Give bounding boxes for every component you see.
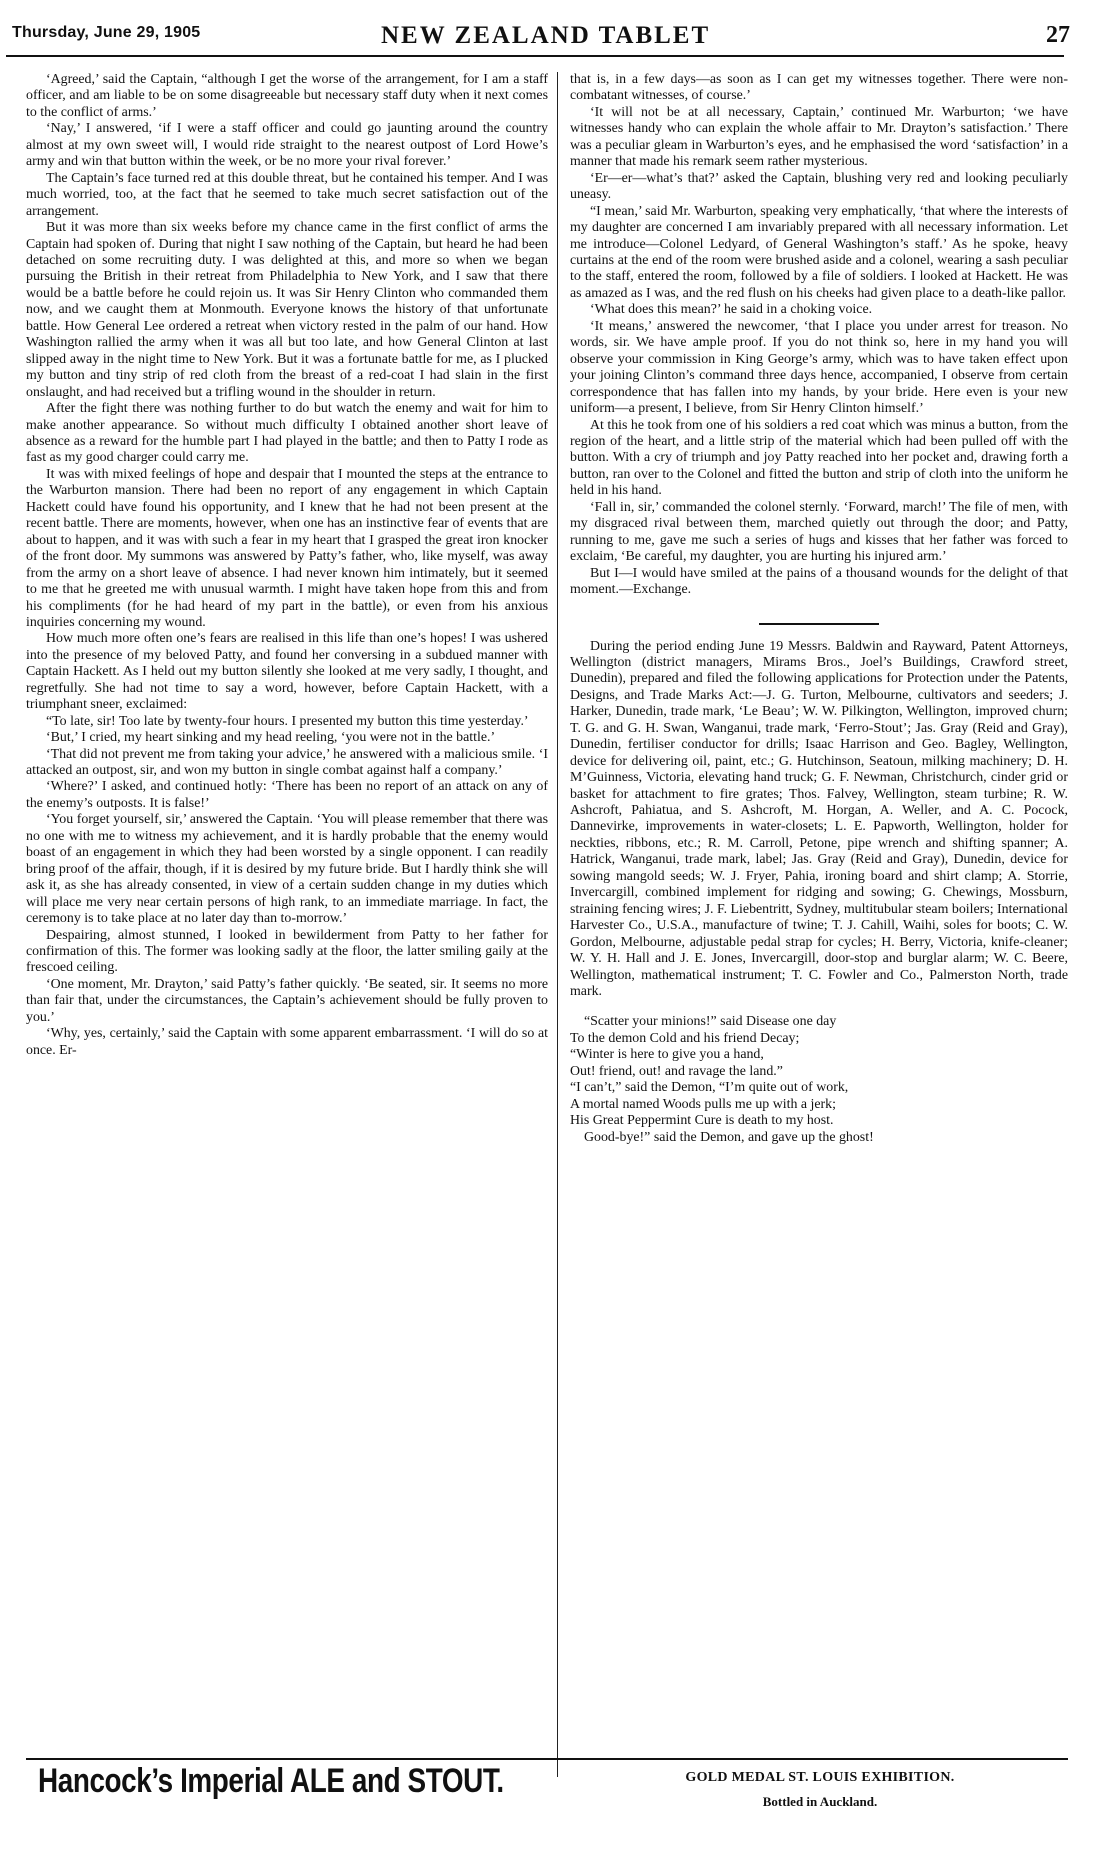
verse-line: “I can’t,” said the Demon, “I’m quite out of work, [570, 1080, 849, 1096]
footer-rule [26, 1758, 1068, 1760]
paragraph: It was with mixed feelings of hope and despair that I mounted the steps at the entrance to the Warburton mansion. There had been no report of any engagement in which Captain Hackett could have found his opportunity, and I knew that he had not been present at the recent battle. There are moments, however, when one has an instinctive fear of events that are about to happen, and it was with such a fear in my heart that I grasped the great iron knocker of the front door. My summons was answered by Patty’s father, who, like myself, was away from the army on a short leave of absence. I had never known him intimately, but it seemed to me that he greeted me with unusual warmth. I might have taken hope from this and from his compliments (for he had heard of my part in the battle), or even from his anxious inquiries concerning my wound. [26, 466, 548, 630]
story-column-left [26, 72, 548, 1059]
masthead-title: NEW ZEALAND TABLET [381, 22, 711, 49]
patents-notice: During the period ending June 19 Messrs. Baldwin and Rayward, Patent Attorneys, Wellington (district managers, Mirams Bros., Joel’s Buildings, Crawford street, Dunedin), prepared and filed the following applications for Protection under the Patents, Designs, and Trade Marks Act:—J. G. Turton, Melbourne, cultivators and seeders; J. Harker, Dunedin, trade mark, ‘Le Beau’; W. W. Pilkington, Wellington, improved churn; T. G. and G. H. Swan, Wanganui, trade mark, ‘Ferro-Stout’; Jas. Gray (Reid and Gray), Dunedin, fertiliser conductor for drills; Isaac Harrison and Geo. Bagley, Wellington, device for delivering oil, paint, etc.; G. Hutchinson, Seatoun, milking machinery; D. H. M’Guinness, Victoria, elevating hand truck; G. F. Newman, Christchurch, cinder grid or basket for attachment to fire grates; Thos. Falvey, Wellington, steam turbine; R. W. Ashcroft, Pahiatua, and S. Ashcroft, M. Horgan, A. Weller, and A. C. Pocock, Dannevirke, improvements in water-closets; L. E. Papworth, Wellington, holder for neckties, ribbons, etc.; R. M. Carroll, Petone, pipe wrench and shifting spanner; A. Hatrick, Wanganui, trade mark, label; Jas. Gray (Reid and Gray), Dunedin, device for sowing mangold seeds; W. J. Fryer, Pahia, ironing board and shirt clamp; A. Storrie, Invercargill, combined implement for ridging and sowing; G. Chewings, Mossburn, straining fencing wires; J. F. Liebentritt, Sydney, multitubular steam boilers; International Harvester Co., U.S.A., manufacture of twine; T. J. Cahill, Waihi, soles for boots; C. W. Gordon, Melbourne, adjustable pedal strap for cycles; H. Berry, Victoria, knife-cleaner; W. Y. H. Hall and J. E. Jones, Invercargill, door-stop and burglar alarm; W. C. Beere, Wellington, mathematical instrument; T. C. Fowler and Co., Palmerston North, trade mark. [570, 638, 1068, 1000]
section-rule [759, 623, 879, 625]
paragraph: ‘What does this mean?’ he said in a choking voice. [590, 302, 873, 318]
verse-line: Out! friend, out! and ravage the land.” [570, 1063, 783, 1079]
paragraph: ‘One moment, Mr. Drayton,’ said Patty’s father quickly. ‘Be seated, sir. It seems no more than fair that, under the circumstances, the Captain’s achievement should be fully proven to you.’ [26, 976, 548, 1025]
paragraph: Despairing, almost stunned, I looked in bewilderment from Patty to her father for confirmation of this. The former was looking sadly at the floor, the latter smiling gaily at the frescoed ceiling. [26, 927, 548, 976]
paragraph: ‘But,’ I cried, my heart sinking and my head reeling, ‘you were not in the battle.’ [46, 730, 496, 746]
verse-line: His Great Peppermint Cure is death to my host. [570, 1113, 834, 1129]
gold-medal-advert [570, 1770, 1070, 1810]
paragraph: ‘You forget yourself, sir,’ answered the Captain. ‘You will please remember that there was no one with me to witness my achievement, and it is hardly probable that the enemy would boast of an engagement in which they had been worsted by a single opponent. I can readily bring proof of the affair, though, if it is desired by my future bride. But I hardly think she will ask it, as she has already consented, in view of a certain sudden change in my duties which will place me very near certain persons of high rank, to an immediate marriage. In fact, the ceremony is to take place at no later day than to-morrow.’ [26, 812, 548, 927]
advert-line: Bottled in Auckland. [762, 1794, 878, 1809]
story-column-right [570, 72, 1068, 1146]
verse-block [570, 1014, 1068, 1146]
paragraph: “To late, sir! Too late by twenty-four hours. I presented my button this time yesterday.’ [46, 713, 529, 729]
paragraph: The Captain’s face turned red at this double threat, but he contained his temper. And I was much worried, too, at the fact that he seemed to take much secret satisfaction out of the arrangement. [26, 170, 548, 219]
page-number: 27 [1046, 22, 1070, 48]
paragraph: ‘Where?’ I asked, and continued hotly: ‘There has been no report of an attack on any of the enemy’s outposts. It is false!’ [26, 779, 548, 811]
header-rule [6, 55, 1064, 57]
verse-line: “Winter is here to give you a hand, [570, 1047, 764, 1063]
page-header [6, 22, 1070, 52]
paragraph: But I—I would have smiled at the pains of a thousand wounds for the delight of that moment.—Exchange. [570, 565, 1068, 598]
paragraph: ‘Er—er—what’s that?’ asked the Captain, blushing very red and looking peculiarly uneasy. [570, 170, 1068, 203]
paragraph: that is, in a few days—as soon as I can get my witnesses together. There were non-combatant witnesses, of course.’ [570, 72, 1068, 104]
verse-line: “Scatter your minions!” said Disease one day [584, 1014, 837, 1030]
verse-line: To the demon Cold and his friend Decay; [570, 1030, 800, 1046]
paragraph: After the fight there was nothing further to do but watch the enemy and wait for him to make another appearance. So without much difficulty I obtained another short leave of absence as a reward for the humble part I had played in the battle; and then to Patty I rode as fast as my good charger could carry me. [26, 401, 548, 466]
paragraph: How much more often one’s fears are realised in this life than one’s hopes! I was ushered into the presence of my beloved Patty, and found her conversing in a subdued manner with Captain Hackett. As I held out my button silently she looked at me very sadly, I thought, and regretfully. She had not time to say a word, however, before Captain Hackett, with a triumphant sneer, exclaimed: [26, 631, 548, 713]
paragraph: But it was more than six weeks before my chance came in the first conflict of arms the Captain had spoken of. During that night I saw nothing of the Captain, but heard he had been detached on some recruiting duty. I was delighted at this, and more so when we began pursuing the British in their retreat from Philadelphia to New York, and I saw that there would be a battle before he could rejoin us. It was Sir Henry Clinton who commanded them now, and we caught them at Monmouth. Everyone knows the history of that unfortunate battle. How General Lee ordered a retreat when victory rested in the palm of our hand. How Washington rallied the army when it was all but too late, and how General Clinton at last slipped away in the night time to New York. But it was a fortunate battle for me, as I plucked my button and tiny strip of red cloth from the breast of a red-coat I had slain in the first onslaught, and had received but a trifling wound in the shoulder in return. [26, 220, 548, 400]
paragraph: ‘Agreed,’ said the Captain, “although I get the worse of the arrangement, for I am a staff officer, and am liable to be on some disagreeable but necessary staff duty when it next comes to the conflict of arms.’ [26, 72, 548, 120]
paragraph: ‘Nay,’ I answered, ‘if I were a staff officer and could go jaunting around the country almost at my own sweet will, I would ride straight to the nearest outpost of Lord Howe’s army and win that button within the week, or be no more your rival forever.’ [26, 121, 548, 170]
verse-line: A mortal named Woods pulls me up with a jerk; [570, 1096, 836, 1112]
advert-line: GOLD MEDAL ST. LOUIS EXHIBITION. [685, 1770, 955, 1785]
hancock-ale-advert: Hancock’s Imperial ALE and STOUT. [38, 1762, 504, 1800]
paragraph: ‘Fall in, sir,’ commanded the colonel sternly. ‘Forward, march!’ The file of men, with my disgraced rival between them, marched quietly out through the door; and Patty, running to me, gave me such a series of hugs and kisses that her father was forced to exclaim, ‘Be careful, my daughter, you are hurting his injured arm.’ [570, 499, 1068, 565]
paragraph: ‘That did not prevent me from taking your advice,’ he answered with a malicious smile. ‘I attacked an outpost, sir, and won my button in single combat against half a company.’ [26, 746, 548, 779]
verse-line: Good-bye!” said the Demon, and gave up the ghost! [584, 1129, 874, 1145]
paragraph: ‘It will not be at all necessary, Captain,’ continued Mr. Warburton; ‘we have witnesses handy who can explain the whole affair to Mr. Drayton’s satisfaction.’ There was a peculiar gleam in Warburton’s eyes, and he emphasised the word ‘satisfaction’ in a manner that made his remark seem rather mysterious. [570, 104, 1068, 170]
paragraph: “I mean,’ said Mr. Warburton, speaking very emphatically, ‘that where the interests of my daughter are concerned I am invariably prepared with all necessary information. Let me introduce—Colonel Ledyard, of General Washington’s staff.’ As he spoke, heavy curtains at the end of the room were brushed aside and a colonel, wearing a sash peculiar to the staff, entered the room, followed by a file of soldiers. I looked at Hackett. He was as amazed as I was, and the red flush on his cheeks had given place to a death-like pallor. [570, 203, 1068, 301]
paragraph: At this he took from one of his soldiers a red coat which was minus a button, from the region of the heart, and a little strip of the material which had been pulled off with the button. With a cry of triumph and joy Patty reached into her pocket and, drawing forth a button, ran over to the Colonel and fitted the button and strip of cloth into the uniform he held in his hand. [570, 417, 1068, 499]
column-divider [557, 72, 558, 1777]
paragraph: ‘It means,’ answered the newcomer, ‘that I place you under arrest for treason. No words, sir. We have ample proof. If you do not think so, here in my hand you will observe your commission in King George’s army, which was to have taken effect upon your joining Clinton’s command three days hence, accompanied, I observe from certain correspondence that has fallen into my hands, by your bride. Here even is your new uniform—a present, I believe, from Sir Henry Clinton himself.’ [570, 318, 1068, 417]
issue-date: Thursday, June 29, 1905 [12, 24, 201, 41]
paragraph: ‘Why, yes, certainly,’ said the Captain with some apparent embarrassment. ‘I will do so at once. Er- [26, 1026, 548, 1058]
